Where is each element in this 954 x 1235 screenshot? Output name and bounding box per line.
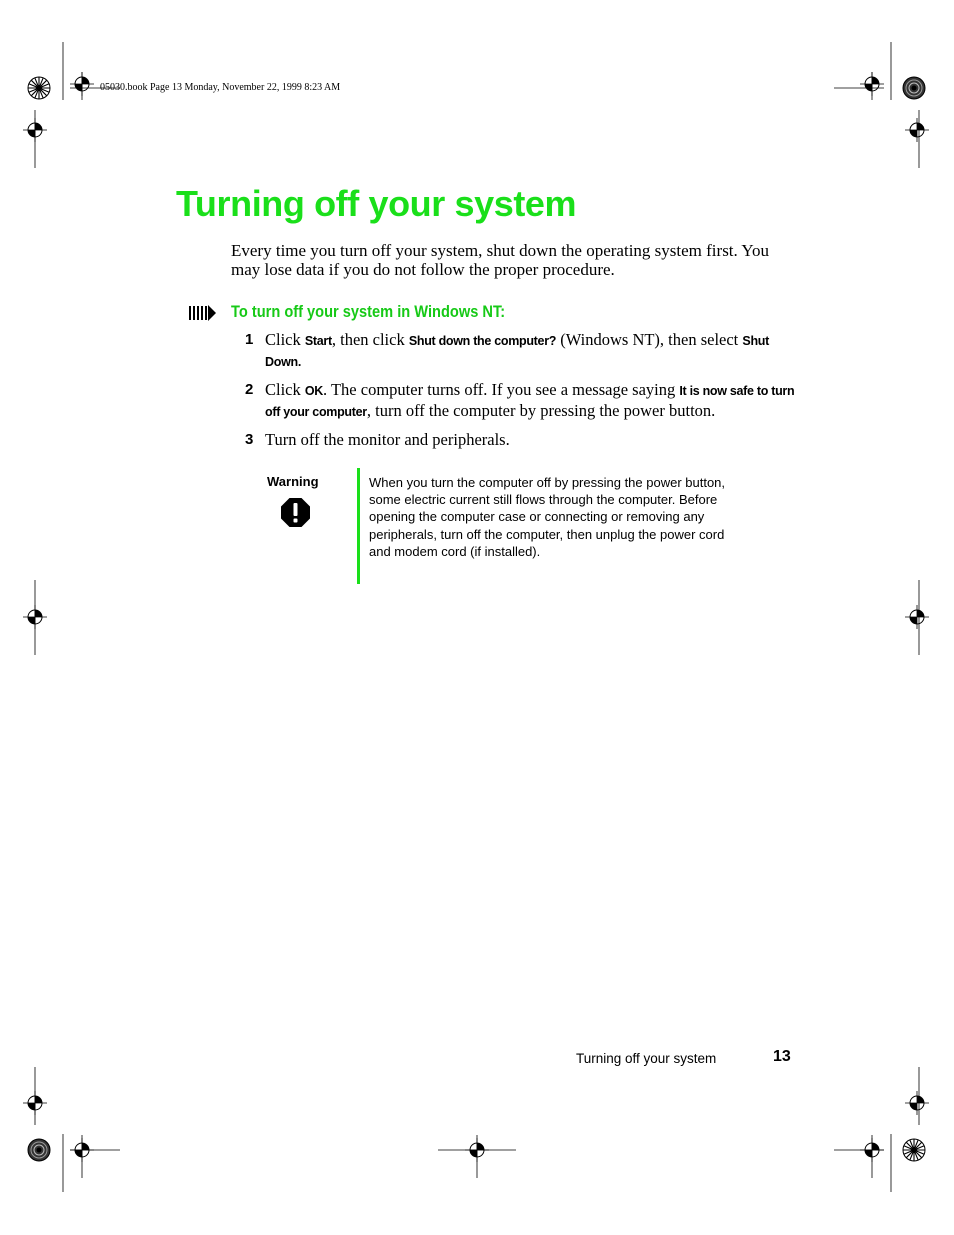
- page-number: 13: [773, 1048, 791, 1065]
- intro-paragraph: Every time you turn off your system, shut down the operating system first. You may lose data if you do not follow the proper procedure.: [231, 241, 769, 279]
- warning-accent-bar: [357, 468, 360, 584]
- ui-label-shut-down-computer: Shut down the computer?: [408, 334, 557, 348]
- ui-label-ok: OK: [304, 384, 324, 398]
- procedure-arrow-icon: [189, 305, 216, 321]
- ui-label-start: Start: [304, 334, 332, 348]
- step-number: 3: [245, 431, 254, 448]
- step-number: 1: [245, 331, 254, 348]
- step-number: 2: [245, 381, 254, 398]
- ui-label-safe-message: It is now safe to turn off your computer: [265, 384, 795, 419]
- page-title: Turning off your system: [176, 183, 577, 224]
- footer-section-title: Turning off your system: [576, 1051, 717, 1066]
- print-slug: 05030.book Page 13 Monday, November 22, 1999 8:23 AM: [100, 82, 341, 93]
- exclamation-octagon-icon: [281, 498, 310, 527]
- ui-label-shut-down: Shut Down: [265, 334, 769, 369]
- step-text: Click OK. The computer turns off. If you see a message saying It is now safe to turn off your computer, turn off the computer by pressing the power button.: [265, 380, 795, 420]
- warning-text: When you turn the computer off by pressing the power button, some electric current still flows through the computer. Before opening the computer case or connecting or removing any peripherals, turn off the computer, then unplug the power cord and modem cord (if installed).: [369, 475, 726, 559]
- step-text: Click Start, then click Shut down the computer? (Windows NT), then select Shut Down.: [265, 330, 769, 369]
- step-text: Turn off the monitor and peripherals.: [265, 430, 510, 449]
- procedure-heading: To turn off your system in Windows NT:: [231, 302, 506, 321]
- warning-label: Warning: [267, 474, 319, 489]
